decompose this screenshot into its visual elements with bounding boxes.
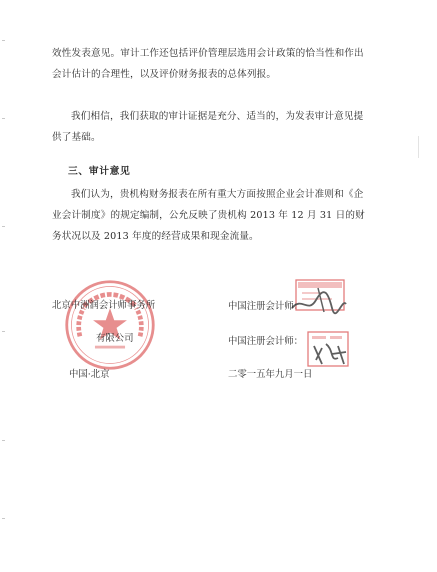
- firm-name-line2: 有限公司: [96, 333, 134, 344]
- paragraph-opinion: 我们认为，贵机构财务报表在所有重大方面按照企业会计准则和《企业会计制度》的规定编制，公允反映了贵机构 2013 年 12 月 31 日的财务状况以及 2013 年度的经营成果和现金流量。: [52, 189, 365, 242]
- paragraph-evidence: 我们相信，我们获取的审计证据是充分、适当的，为发表审计意见提供了基础。: [52, 111, 364, 143]
- cpa-label-1: 中国注册会计师：: [228, 301, 304, 312]
- firm-seal-stamp: [63, 278, 157, 372]
- cpa-stamp-2: [304, 328, 352, 372]
- scan-edge-mark: [2, 518, 5, 519]
- cpa-stamp-1: [288, 278, 350, 318]
- scan-edge-mark: [2, 331, 5, 332]
- firm-name-line1: 北京中洲润会计师事务所: [52, 300, 156, 311]
- firm-location: 中国·北京: [69, 369, 110, 380]
- paragraph-audit-scope: 效性发表意见。审计工作还包括评价管理层选用会计政策的恰当性和作出会计估计的合理性，以及评价财务报表的总体列报。: [52, 48, 364, 80]
- report-date: 二零一五年九月一日: [228, 369, 313, 380]
- section-heading-audit-opinion: 三、审计意见: [68, 166, 131, 177]
- scan-edge-mark: [2, 440, 5, 441]
- scan-edge-mark: [2, 226, 5, 227]
- scan-noise: [418, 136, 419, 158]
- scan-edge-mark: [2, 40, 5, 41]
- scan-edge-mark: [2, 118, 5, 119]
- cpa-label-2: 中国注册会计师：: [228, 336, 304, 347]
